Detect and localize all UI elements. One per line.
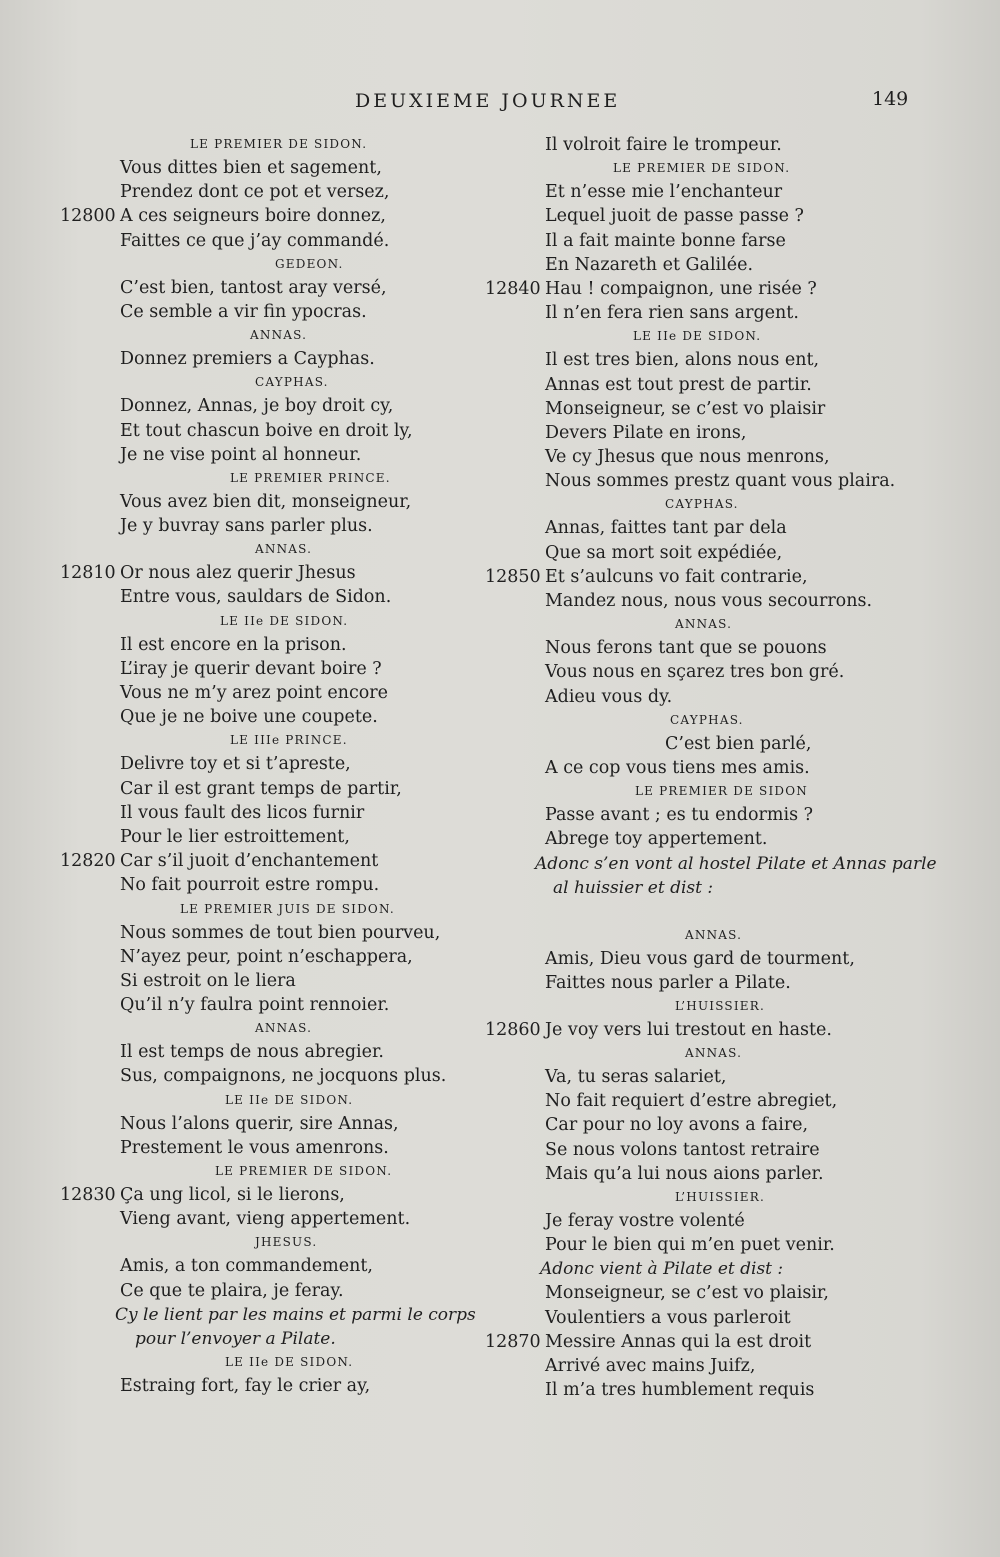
verse-text: Amis, Dieu vous gard de tourment, <box>545 948 855 969</box>
verse-text: Il est temps de nous abregier. <box>120 1042 384 1063</box>
verse-line <box>60 1254 480 1278</box>
verse-text: C’est bien, tantost aray versé, <box>120 277 387 298</box>
speaker-name: CAYPHAS. <box>670 712 744 727</box>
verse-text: Il est encore en la prison. <box>120 634 347 655</box>
verse-line <box>485 1018 955 1042</box>
verse-text: Je voy vers lui trestout en haste. <box>545 1019 832 1040</box>
verse-line <box>485 541 955 565</box>
verse-line <box>485 1281 955 1305</box>
verse-text: Pour le bien qui m’en puet venir. <box>545 1235 835 1256</box>
verse-text: Ça ung licol, si le lierons, <box>120 1185 345 1205</box>
verse-text: Nous sommes de tout bien pourveu, <box>120 922 441 943</box>
verse-text: Prestement le vous amenrons. <box>120 1137 389 1158</box>
speaker-name: CAYPHAS. <box>255 375 329 390</box>
verse-line <box>60 945 480 969</box>
blank-line <box>485 900 955 924</box>
verse-line <box>485 1306 955 1330</box>
verse-text: Faittes ce que j’ay commandé. <box>120 230 390 251</box>
verse-text: Annas est tout prest de partir. <box>545 374 812 395</box>
verse-text: Donnez premiers a Cayphas. <box>120 349 375 370</box>
verse-line <box>485 732 955 756</box>
verse-line <box>485 1354 955 1378</box>
verse-line <box>485 1065 955 1089</box>
verse-line <box>60 180 480 204</box>
verse-text: Or nous alez querir Jhesus <box>120 563 356 584</box>
speaker-name: LE IIe DE SIDON. <box>225 1354 354 1369</box>
verse-text: Faittes nous parler a Pilate. <box>545 972 791 993</box>
left-column <box>60 133 480 1398</box>
verse-text: Vous nous en sçarez tres bon gré. <box>545 662 845 683</box>
verse-text: Ve cy Jhesus que nous menrons, <box>545 447 830 468</box>
line-number: 12810 <box>60 563 116 584</box>
verse-text: Annas, faittes tant par dela <box>545 518 787 539</box>
verse-text: Vous dittes bien et sagement, <box>120 158 382 178</box>
verse-text: No fait pourroit estre rompu. <box>120 875 380 896</box>
verse-line <box>485 827 955 851</box>
verse-line <box>485 589 955 613</box>
verse-line <box>60 1374 480 1398</box>
verse-line <box>60 514 480 538</box>
verse-line <box>60 276 480 300</box>
verse-line <box>485 229 955 253</box>
speaker-name: GEDEON. <box>275 256 344 271</box>
verse-text: Que sa mort soit expédiée, <box>545 542 783 563</box>
verse-line <box>485 445 955 469</box>
line-number: 12820 <box>60 851 116 872</box>
verse-line <box>485 277 955 301</box>
verse-text: Pour le lier estroittement, <box>120 826 350 847</box>
verse-line <box>485 421 955 445</box>
verse-text: Arrivé avec mains Juifz, <box>545 1355 756 1376</box>
verse-line <box>60 801 480 825</box>
speaker-name: ANNAS. <box>250 328 308 343</box>
verse-text: Passe avant ; es tu endormis ? <box>545 805 813 826</box>
verse-text: Qu’il n’y faulra point rennoier. <box>120 995 390 1016</box>
verse-line <box>60 443 480 467</box>
speaker-name: ANNAS. <box>675 617 733 632</box>
verse-text: Mandez nous, nous vous secourrons. <box>545 591 873 611</box>
verse-line <box>485 1233 955 1257</box>
verse-line <box>485 516 955 540</box>
verse-line <box>60 752 480 776</box>
speaker-name: LE PREMIER DE SIDON. <box>215 1164 393 1178</box>
verse-text: Nous ferons tant que se pouons <box>545 638 827 659</box>
verse-line <box>485 660 955 684</box>
verse-line <box>60 849 480 873</box>
stage-direction: Adonc s’en vont al hostel Pilate et Annas parle <box>535 853 937 874</box>
speaker-name: ANNAS. <box>685 927 743 942</box>
verse-line <box>60 1183 480 1207</box>
verse-text: N’ayez peur, point n’eschappera, <box>120 946 413 967</box>
speaker-name: CAYPHAS. <box>665 497 739 512</box>
stage-direction: Cy le lient par les mains et parmi le corps <box>115 1304 476 1325</box>
verse-line <box>485 301 955 325</box>
verse-text: Il vous fault des licos furnir <box>120 802 365 823</box>
verse-line <box>485 253 955 277</box>
speaker-name: LE PREMIER DE SIDON <box>635 784 808 799</box>
verse-text: Et s’aulcuns vo fait contrarie, <box>545 566 808 587</box>
verse-line <box>60 777 480 801</box>
verse-text: Prendez dont ce pot et versez, <box>120 182 390 203</box>
verse-line <box>60 1064 480 1088</box>
verse-line <box>60 705 480 729</box>
verse-text: Si estroit on le liera <box>120 970 296 991</box>
verse-line <box>60 681 480 705</box>
verse-text: Ce semble a vir fin ypocras. <box>120 301 367 322</box>
speaker-name: ANNAS. <box>685 1046 743 1061</box>
verse-text: Ce que te plaira, je feray. <box>120 1280 344 1301</box>
verse-text: Estraing fort, fay le crier ay, <box>120 1375 371 1396</box>
verse-line <box>485 565 955 589</box>
verse-text: A ce cop vous tiens mes amis. <box>545 757 810 778</box>
speaker-name: L’HUISSIER. <box>675 998 766 1013</box>
verse-text: Va, tu seras salariet, <box>545 1067 727 1088</box>
speaker-name: JHESUS. <box>255 1235 318 1250</box>
verse-text: Il a fait mainte bonne farse <box>545 230 786 251</box>
verse-line <box>485 803 955 827</box>
verse-text: L’iray je querir devant boire ? <box>120 658 382 679</box>
verse-line <box>485 1378 955 1402</box>
stage-direction: pour l’envoyer a Pilate. <box>135 1328 336 1349</box>
verse-text: No fait requiert d’estre abregiet, <box>545 1091 838 1112</box>
verse-line <box>485 971 955 995</box>
verse-text: Il est tres bien, alons nous ent, <box>545 350 820 371</box>
verse-line <box>60 993 480 1017</box>
verse-line <box>60 873 480 897</box>
verse-line <box>60 1279 480 1303</box>
verse-text: Voulentiers a vous parleroit <box>545 1307 791 1328</box>
line-number: 12850 <box>485 566 541 587</box>
verse-text: Delivre toy et si t’apreste, <box>120 754 351 775</box>
verse-line <box>60 490 480 514</box>
verse-line <box>485 1162 955 1186</box>
verse-text: Car il est grant temps de partir, <box>120 778 402 799</box>
verse-line <box>485 133 955 157</box>
speaker-name: LE PREMIER DE SIDON. <box>190 137 368 151</box>
verse-line <box>485 1209 955 1233</box>
verse-line <box>485 1330 955 1354</box>
verse-line <box>485 204 955 228</box>
verse-text: Il volroit faire le trompeur. <box>545 135 782 155</box>
verse-text: Nous sommes prestz quant vous plaira. <box>545 471 896 492</box>
verse-line <box>60 229 480 253</box>
verse-text: C’est bien parlé, <box>665 733 812 754</box>
verse-text: Vous avez bien dit, monseigneur, <box>120 491 412 512</box>
speaker-name: ANNAS. <box>255 1021 313 1036</box>
verse-line <box>60 657 480 681</box>
verse-text: Et tout chascun boive en droit ly, <box>120 420 413 441</box>
verse-text: Amis, a ton commandement, <box>120 1256 373 1277</box>
verse-line <box>60 825 480 849</box>
verse-line <box>485 756 955 780</box>
right-column <box>485 133 955 1402</box>
verse-text: Nous l’alons querir, sire Annas, <box>120 1113 399 1134</box>
verse-line <box>485 685 955 709</box>
verse-text: Adieu vous dy. <box>545 686 673 707</box>
verse-text: Que je ne boive une coupete. <box>120 707 378 728</box>
verse-text: Devers Pilate en irons, <box>545 422 747 443</box>
line-number: 12800 <box>60 206 116 227</box>
verse-line <box>60 1136 480 1160</box>
verse-text: Je y buvray sans parler plus. <box>120 516 373 537</box>
line-number: 12840 <box>485 278 541 299</box>
verse-line <box>485 1138 955 1162</box>
verse-text: Car pour no loy avons a faire, <box>545 1115 809 1136</box>
speaker-name: LE IIe DE SIDON. <box>633 329 762 344</box>
verse-text: Je ne vise point al honneur. <box>120 444 362 465</box>
verse-line <box>60 585 480 609</box>
speaker-name: LE PREMIER DE SIDON. <box>613 161 791 176</box>
verse-text: Monseigneur, se c’est vo plaisir, <box>545 1283 829 1304</box>
speaker-name: LE IIe DE SIDON. <box>225 1092 354 1107</box>
verse-line <box>485 469 955 493</box>
verse-text: Il n’en fera rien sans argent. <box>545 303 799 324</box>
verse-text: Sus, compaignons, ne jocquons plus. <box>120 1066 447 1087</box>
verse-text: Il m’a tres humblement requis <box>545 1380 815 1401</box>
verse-text: Messire Annas qui la est droit <box>545 1331 812 1352</box>
verse-line <box>485 373 955 397</box>
verse-text: En Nazareth et Galilée. <box>545 254 754 275</box>
verse-line <box>60 969 480 993</box>
verse-line <box>60 561 480 585</box>
speaker-name: LE PREMIER JUIS DE SIDON. <box>180 901 395 916</box>
verse-line <box>485 1089 955 1113</box>
verse-line <box>60 394 480 418</box>
line-number: 12860 <box>485 1019 541 1040</box>
verse-line <box>485 947 955 971</box>
verse-text: Vieng avant, vieng appertement. <box>120 1209 411 1230</box>
verse-text: Je feray vostre volenté <box>545 1211 745 1231</box>
verse-text: Hau ! compaignon, une risée ? <box>545 278 817 299</box>
verse-text: Monseigneur, se c’est vo plaisir <box>545 398 826 419</box>
stage-direction: al huissier et dist : <box>553 877 714 898</box>
verse-line <box>60 1040 480 1064</box>
verse-line <box>60 347 480 371</box>
speaker-name: ANNAS. <box>255 542 313 557</box>
verse-line <box>60 156 480 180</box>
verse-text: A ces seigneurs boire donnez, <box>120 206 386 227</box>
verse-line <box>60 1207 480 1231</box>
verse-text: Abrege toy appertement. <box>545 829 768 850</box>
verse-line <box>485 348 955 372</box>
speaker-name: LE IIe DE SIDON. <box>220 613 349 628</box>
verse-text: Et n’esse mie l’enchanteur <box>545 182 783 203</box>
verse-text: Vous ne m’y arez point encore <box>120 683 389 703</box>
verse-line <box>485 180 955 204</box>
verse-line <box>485 397 955 421</box>
verse-line <box>485 1113 955 1137</box>
speaker-name: LE IIIe PRINCE. <box>230 733 348 748</box>
verse-text: Lequel juoit de passe passe ? <box>545 206 804 227</box>
running-title: DEUXIEME JOURNEE <box>355 90 621 112</box>
verse-text: Entre vous, sauldars de Sidon. <box>120 587 392 608</box>
verse-text: Se nous volons tantost retraire <box>545 1139 820 1160</box>
verse-line <box>60 1112 480 1136</box>
verse-line <box>60 204 480 228</box>
speaker-name: L’HUISSIER. <box>675 1190 766 1204</box>
verse-text: Donnez, Annas, je boy droit cy, <box>120 396 394 417</box>
line-number: 12870 <box>485 1331 541 1352</box>
line-number: 12830 <box>60 1185 116 1205</box>
verse-line <box>485 636 955 660</box>
stage-direction: Adonc vient à Pilate et dist : <box>540 1259 784 1280</box>
speaker-name: LE PREMIER PRINCE. <box>230 470 391 485</box>
verse-text: Car s’il juoit d’enchantement <box>120 851 379 872</box>
page-number: 149 <box>872 88 909 110</box>
verse-line <box>60 419 480 443</box>
verse-line <box>60 633 480 657</box>
verse-line <box>60 921 480 945</box>
verse-line <box>60 300 480 324</box>
verse-text: Mais qu’a lui nous aions parler. <box>545 1163 824 1184</box>
